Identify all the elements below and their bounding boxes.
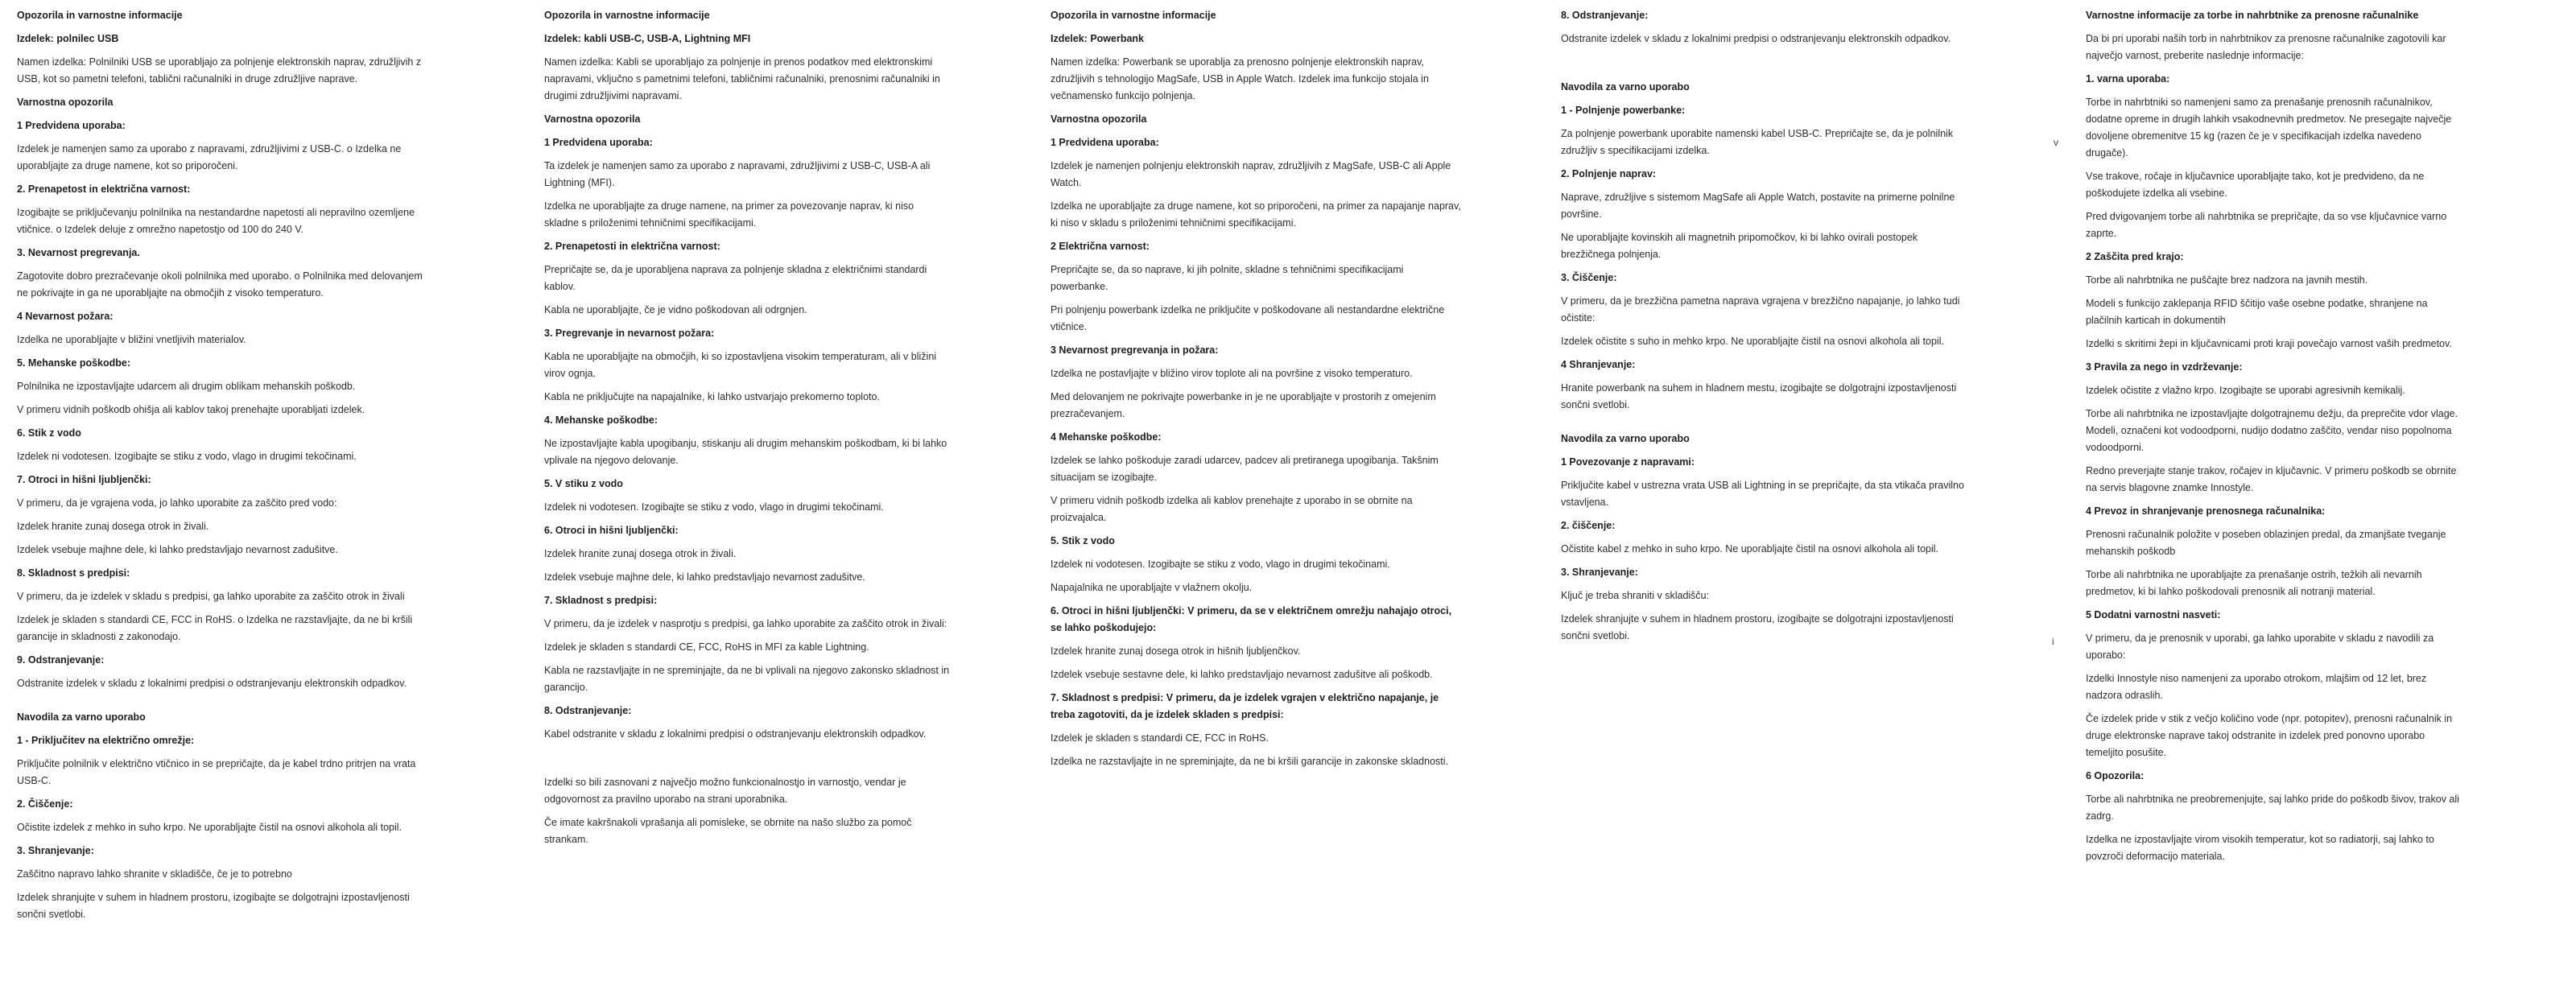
paragraph: Izdelek hranite zunaj dosega otrok in živali. <box>17 521 209 532</box>
paragraph: Izdelek shranjujte v suhem in hladnem prostoru, izogibajte se dolgotrajni izpostavljenosti sončni svetlobi. <box>17 892 410 920</box>
paragraph: Če izdelek pride v stik z večjo količino vode (npr. potopitev), prenosni računalnik in druge elektronske naprave takoj odstranite in izdelek pred ponovno uporabo temeljito posušite. <box>2086 713 2453 758</box>
section-heading: 3 Pravila za nego in vzdrževanje: <box>2086 361 2243 373</box>
paragraph: Pri polnjenju powerbank izdelka ne priključite v poškodovane ali nestandardne električne vtičnice. <box>1051 304 1445 332</box>
section-heading: 7. Skladnost s predpisi: <box>544 595 658 606</box>
paragraph: Torbe ali nahrbtnika ne uporabljajte za prenašanje ostrih, težkih ali nevarnih predmetov, ki bi lahko poškodovali prenosnik ali notranji material. <box>2086 569 2422 597</box>
paragraph: Modeli s funkcijo zaklepanja RFID ščitijo vaše osebne podatke, shranjene na plačilnih karticah in dokumentih <box>2086 298 2428 326</box>
paragraph: Ne izpostavljajte kabla upogibanju, stiskanju ali drugim mehanskim poškodbam, ki bi lahko vplivale na njegovo delovanje. <box>544 438 947 466</box>
section-heading: 5. V stiku z vodo <box>544 478 623 489</box>
paragraph: Izdelek hranite zunaj dosega otrok in hišnih ljubljenčkov. <box>1051 645 1301 657</box>
paragraph: Izdelek je skladen s standardi CE, FCC, RoHS in MFI za kable Lightning. <box>544 641 869 653</box>
paragraph: Izdelek očistite s suho in mehko krpo. Ne uporabljajte čistil na osnovi alkohola ali topil. <box>1561 336 1944 347</box>
section-heading: 8. Odstranjevanje: <box>1561 10 1649 21</box>
paragraph: V primeru, da je izdelek v nasprotju s predpisi, ga lahko uporabite za zaščito otrok in živali: <box>544 618 947 629</box>
paragraph: Priključite kabel v ustrezna vrata USB ali Lightning in se prepričajte, da sta vtikača pravilno vstavljena. <box>1561 480 1964 508</box>
paragraph: Izdelka ne razstavljajte in ne spreminjajte, da ne bi kršili garancije in zakonske skladnosti. <box>1051 756 1449 767</box>
section-heading: 4 Shranjevanje: <box>1561 359 1636 370</box>
section-heading: 2. Prenapetost in električna varnost: <box>17 183 191 195</box>
section-heading: 6. Otroci in hišni ljubljenčki: V primeru, da se v električnem omrežju nahajajo otroci, se lahko poškodujejo: <box>1051 605 1452 633</box>
paragraph: Hranite powerbank na suhem in hladnem mestu, izogibajte se dolgotrajni izpostavljenosti sončni svetlobi. <box>1561 382 1957 410</box>
section-heading: 1 Predvidena uporaba: <box>17 120 126 131</box>
paragraph: Prenosni računalnik položite v poseben oblazinjen predal, da zmanjšate tveganje mehanskih poškodb <box>2086 529 2446 557</box>
paragraph: V primeru, da je vgrajena voda, jo lahko uporabite za zaščito pred vodo: <box>17 497 337 509</box>
paragraph: Kabla ne razstavljajte in ne spreminjajte, da ne bi vplivali na njegovo zakonsko skladnost in garancijo. <box>544 665 950 693</box>
paragraph: Izdelki s skritimi žepi in ključavnicami proti kraji povečajo varnost vaših predmetov. <box>2086 338 2452 349</box>
section-heading: Izdelek: polnilec USB <box>17 33 119 44</box>
section-heading: 1 - Priključitev na električno omrežje: <box>17 735 195 746</box>
paragraph: Izogibajte se priključevanju polnilnika na nestandardne napetosti ali nepravilno ozemljene vtičnice. o Izdelek deluje z omrežno napetostjo od 100 do 240 V. <box>17 207 415 235</box>
section-heading: Izdelek: kabli USB-C, USB-A, Lightning MFI <box>544 33 751 44</box>
section-heading: Navodila za varno uporabo <box>17 711 146 723</box>
paragraph: Namen izdelka: Kabli se uporabljajo za polnjenje in prenos podatkov med elektronskimi napravami, vključno s pametnimi telefoni, tabličnimi računalniki, prenosnimi računalniki in drugimi združljivimi napravami. <box>544 56 940 101</box>
paragraph: V primeru vidnih poškodb izdelka ali kablov prenehajte z uporabo in se obrnite na proizvajalca. <box>1051 495 1413 523</box>
section-heading: Opozorila in varnostne informacije <box>544 10 710 21</box>
paragraph: Torbe ali nahrbtnika ne puščajte brez nadzora na javnih mestih. <box>2086 274 2368 286</box>
paragraph: Torbe in nahrbtniki so namenjeni samo za prenašanje prenosnih računalnikov, dodatne opreme in drugih lahkih vsakodnevnih predmetov. Ne presegajte največje dovoljene obremenitve 15 kg (razen če je v specifikacijah izdelka navedeno drugače). <box>2086 97 2452 159</box>
paragraph: Izdelek ni vodotesen. Izogibajte se stiku z vodo, vlago in drugimi tekočinami. <box>17 451 357 462</box>
paragraph: Kabel odstranite v skladu z lokalnimi predpisi o odstranjevanju elektronskih odpadkov. <box>544 728 927 740</box>
section-heading: Opozorila in varnostne informacije <box>1051 10 1216 21</box>
paragraph: Napajalnika ne uporabljajte v vlažnem okolju. <box>1051 582 1253 593</box>
section-heading: 1. varna uporaba: <box>2086 73 2170 85</box>
paragraph: Za polnjenje powerbank uporabite namenski kabel USB-C. Prepričajte se, da je polnilnik združljiv s specifikacijami izdelka. <box>1561 128 1954 156</box>
paragraph: Izdelek se lahko poškoduje zaradi udarcev, padcev ali pretiranega upogibanja. Takšnim situacijam se izogibajte. <box>1051 455 1439 483</box>
paragraph: Redno preverjajte stanje trakov, ročajev in ključavnic. V primeru poškodb se obrnite na servis blagovne znamke Innostyle. <box>2086 465 2457 493</box>
column-powerbank <box>1051 7 1461 777</box>
section-heading: 3. Shranjevanje: <box>17 845 94 856</box>
section-heading: Izdelek: Powerbank <box>1051 33 1145 44</box>
paragraph: Da bi pri uporabi naših torb in nahrbtnikov za prenosne računalnike zagotovili kar največjo varnost, preberite naslednje informacije: <box>2086 33 2446 61</box>
section-heading: 2. čiščenje: <box>1561 520 1616 531</box>
section-heading: Varnostne informacije za torbe in nahrbtnike za prenosne računalnike <box>2086 10 2419 21</box>
section-heading: 8. Skladnost s predpisi: <box>17 567 130 579</box>
paragraph: Odstranite izdelek v skladu z lokalnimi predpisi o odstranjevanju elektronskih odpadkov. <box>1561 33 1951 44</box>
paragraph: Izdelek vsebuje majhne dele, ki lahko predstavljajo nevarnost zadušitve. <box>544 571 865 583</box>
section-heading: 3 Nevarnost pregrevanja in požara: <box>1051 344 1219 356</box>
paragraph: Očistite izdelek z mehko in suho krpo. Ne uporabljajte čistil na osnovi alkohola ali topil. <box>17 822 402 833</box>
section-heading: 3. Nevarnost pregrevanja. <box>17 247 140 258</box>
column-cables <box>544 7 951 855</box>
section-heading: 5. Mehanske poškodbe: <box>17 357 131 369</box>
section-heading: 6. Otroci in hišni ljubljenčki: <box>544 525 679 536</box>
section-heading: Varnostna opozorila <box>544 113 641 125</box>
column-usb-charger <box>17 7 429 930</box>
paragraph: V primeru, da je brezžična pametna naprava vgrajena v brezžično napajanje, jo lahko tudi očistite: <box>1561 295 1960 324</box>
paragraph: Polnilnika ne izpostavljajte udarcem ali drugim oblikam mehanskih poškodb. <box>17 381 356 392</box>
section-spacer <box>544 749 951 774</box>
paragraph: Pred dvigovanjem torbe ali nahrbtnika se prepričajte, da so vse ključavnice varno zaprte. <box>2086 211 2447 239</box>
paragraph: Med delovanjem ne pokrivajte powerbanke in je ne uporabljajte v prostorih z omejenim prezračevanjem. <box>1051 391 1436 419</box>
section-heading: 2 Zaščita pred krajo: <box>2086 251 2184 262</box>
section-heading: Varnostna opozorila <box>17 97 114 108</box>
paragraph: Izdelki so bili zasnovani z največjo možno funkcionalnostjo in varnostjo, vendar je odgovornost za pravilno uporabo na strani uporabnika. <box>544 777 906 805</box>
paragraph: Izdelek ni vodotesen. Izogibajte se stiku z vodo, vlago in drugimi tekočinami. <box>544 501 884 513</box>
section-heading: 5 Dodatni varnostni nasveti: <box>2086 609 2221 621</box>
paragraph: Izdelka ne uporabljajte za druge namene, kot so priporočeni, na primer za napajanje naprav, ki niso v skladu s priloženimi tehničnimi specifikacijami. <box>1051 200 1461 229</box>
section-heading: 2. Polnjenje naprav: <box>1561 168 1657 179</box>
section-heading: 7. Skladnost s predpisi: V primeru, da je izdelek vgrajen v električno napajanje, je treba zagotoviti, da je izdelek skladen s predpisi: <box>1051 692 1439 720</box>
paragraph: Izdelka ne izpostavljajte virom visokih temperatur, kot so radiatorji, saj lahko to povzroči deformacijo materiala. <box>2086 834 2434 862</box>
paragraph: Izdelek je skladen s standardi CE, FCC in RoHS. o Izdelka ne razstavljajte, da ne bi kršili garancije in skladnosti z zakonodajo. <box>17 614 413 642</box>
paragraph: Izdelek hranite zunaj dosega otrok in živali. <box>544 548 737 559</box>
column-laptop-bags <box>2086 7 2462 872</box>
section-heading: 7. Otroci in hišni ljubljenčki: <box>17 474 151 485</box>
paragraph: V primeru vidnih poškodb ohišja ali kablov takoj prenehajte uporabljati izdelek. <box>17 404 365 415</box>
paragraph: Prepričajte se, da je uporabljena naprava za polnjenje skladna z električnimi standardi kablov. <box>544 264 927 292</box>
section-spacer <box>17 699 429 709</box>
paragraph: Očistite kabel z mehko in suho krpo. Ne uporabljajte čistil na osnovi alkohola ali topil. <box>1561 543 1938 555</box>
section-heading: 5. Stik z vodo <box>1051 535 1115 546</box>
paragraph: Ta izdelek je namenjen samo za uporabo z napravami, združljivimi z USB-C, USB-A ali Lightning (MFI). <box>544 160 931 188</box>
section-heading: Navodila za varno uporabo <box>1561 433 1690 444</box>
paragraph: Izdelka ne uporabljajte za druge namene, na primer za povezovanje naprav, ki niso skladne s priloženimi tehničnimi specifikacijami. <box>544 200 914 229</box>
stray-mark: i <box>2052 636 2054 647</box>
section-heading: 2. Čiščenje: <box>17 798 73 810</box>
section-heading: 2. Prenapetosti in električna varnost: <box>544 241 720 252</box>
section-heading: 3. Čiščenje: <box>1561 272 1617 283</box>
section-heading: 6 Opozorila: <box>2086 770 2145 781</box>
paragraph: Izdelek vsebuje sestavne dele, ki lahko predstavljajo nevarnost zadušitve ali poškodb. <box>1051 669 1433 680</box>
paragraph: Izdelka ne uporabljajte v bližini vnetljivih materialov. <box>17 334 246 345</box>
section-heading: 4 Nevarnost požara: <box>17 311 114 322</box>
paragraph: Priključite polnilnik v električno vtičnico in se prepričajte, da je kabel trdno pritrjen na vrata USB-C. <box>17 758 416 786</box>
paragraph: Prepričajte se, da so naprave, ki jih polnite, skladne s tehničnimi specifikacijami powerbanke. <box>1051 264 1404 292</box>
section-heading: 1 - Polnjenje powerbanke: <box>1561 105 1686 116</box>
paragraph: Zagotovite dobro prezračevanje okoli polnilnika med uporabo. o Polnilnika med delovanjem ne pokrivajte in ga ne uporabljajte na območjih z visoko temperaturo. <box>17 270 423 299</box>
paragraph: Odstranite izdelek v skladu z lokalnimi predpisi o odstranjevanju elektronskih odpadkov. <box>17 678 407 689</box>
paragraph: V primeru, da je prenosnik v uporabi, ga lahko uporabite v skladu z navodili za uporabo: <box>2086 633 2434 661</box>
paragraph: Izdelka ne postavljajte v bližino virov toplote ali na površine z visoko temperaturo. <box>1051 368 1413 379</box>
section-heading: 1 Predvidena uporaba: <box>544 137 653 148</box>
paragraph: Vse trakove, ročaje in ključavnice uporabljajte tako, kot je predvideno, da ne poškodujete izdelka ali vsebine. <box>2086 171 2425 199</box>
section-heading: 6. Stik z vodo <box>17 427 81 439</box>
section-heading: 3. Shranjevanje: <box>1561 567 1638 578</box>
paragraph: Kabla ne priključujte na napajalnike, ki lahko ustvarjajo prekomerno toploto. <box>544 391 880 402</box>
paragraph: Naprave, združljive s sistemom MagSafe ali Apple Watch, postavite na primerne polnilne površine. <box>1561 192 1955 220</box>
paragraph: Izdelki Innostyle niso namenjeni za uporabo otrokom, mlajšim od 12 let, brez nadzora odraslih. <box>2086 673 2427 701</box>
section-heading: 1 Povezovanje z napravami: <box>1561 456 1695 468</box>
paragraph: Torbe ali nahrbtnika ne izpostavljajte dolgotrajnemu dežju, da preprečite vdor vlage. Modeli, označeni kot vodoodporni, nudijo dodatno zaščito, vendar niso popolnoma vodoodporni. <box>2086 408 2458 453</box>
section-heading: 9. Odstranjevanje: <box>17 654 105 666</box>
paragraph: Ključ je treba shraniti v skladišču: <box>1561 590 1710 601</box>
paragraph: V primeru, da je izdelek v skladu s predpisi, ga lahko uporabite za zaščito otrok in živali <box>17 591 405 602</box>
section-spacer <box>1561 54 1973 79</box>
section-heading: 8. Odstranjevanje: <box>544 705 632 716</box>
section-spacer <box>1561 420 1973 431</box>
paragraph: Izdelek je namenjen polnjenju elektronskih naprav, združljivih z MagSafe, USB-C ali Apple Watch. <box>1051 160 1451 188</box>
section-heading: 4 Prevoz in shranjevanje prenosnega računalnika: <box>2086 505 2326 517</box>
paragraph: Izdelek vsebuje majhne dele, ki lahko predstavljajo nevarnost zadušitve. <box>17 544 338 555</box>
section-heading: 2 Električna varnost: <box>1051 241 1150 252</box>
column-powerbank-instructions <box>1561 7 1973 651</box>
paragraph: Izdelek shranjujte v suhem in hladnem prostoru, izogibajte se dolgotrajni izpostavljenosti sončni svetlobi. <box>1561 613 1954 641</box>
paragraph: Če imate kakršnakoli vprašanja ali pomisleke, se obrnite na našo službo za pomoč strankam. <box>544 817 912 845</box>
section-heading: 4 Mehanske poškodbe: <box>1051 431 1162 443</box>
paragraph: Izdelek očistite z vlažno krpo. Izogibajte se uporabi agresivnih kemikalij. <box>2086 385 2405 396</box>
paragraph: Kabla ne uporabljajte na območjih, ki so izpostavljena visokim temperaturam, ali v bližini virov ognja. <box>544 351 937 379</box>
paragraph: Izdelek je skladen s standardi CE, FCC in RoHS. <box>1051 732 1269 744</box>
section-heading: Varnostna opozorila <box>1051 113 1147 125</box>
section-heading: 4. Mehanske poškodbe: <box>544 414 658 426</box>
section-heading: Opozorila in varnostne informacije <box>17 10 183 21</box>
paragraph: Ne uporabljajte kovinskih ali magnetnih pripomočkov, ki bi lahko ovirali postopek brezžičnega polnjenja. <box>1561 232 1918 260</box>
paragraph: Namen izdelka: Polnilniki USB se uporabljajo za polnjenje elektronskih naprav, združljivih z USB, kot so pametni telefoni, tablični računalniki in druge združljive naprave. <box>17 56 422 85</box>
paragraph: Namen izdelka: Powerbank se uporablja za prenosno polnjenje elektronskih naprav, združljivih s tehnologijo MagSafe, USB in Apple Watch. Izdelek ima funkcijo stojala in večnamensko funkcijo polnjenja. <box>1051 56 1429 101</box>
stray-mark: v <box>2054 137 2058 148</box>
paragraph: Zaščitno napravo lahko shranite v skladišče, če je to potrebno <box>17 868 292 880</box>
section-heading: Navodila za varno uporabo <box>1561 81 1690 93</box>
paragraph: Torbe ali nahrbtnika ne preobremenjujte, saj lahko pride do poškodb šivov, trakov ali zadrg. <box>2086 794 2459 822</box>
paragraph: Kabla ne uporabljajte, če je vidno poškodovan ali odrgnjen. <box>544 304 807 315</box>
section-heading: 3. Pregrevanje in nevarnost požara: <box>544 328 715 339</box>
paragraph: Izdelek ni vodotesen. Izogibajte se stiku z vodo, vlago in drugimi tekočinami. <box>1051 559 1390 570</box>
paragraph: Izdelek je namenjen samo za uporabo z napravami, združljivimi z USB-C. o Izdelka ne uporabljajte za druge namene, kot so priporočeni. <box>17 143 402 171</box>
section-heading: 1 Predvidena uporaba: <box>1051 137 1159 148</box>
